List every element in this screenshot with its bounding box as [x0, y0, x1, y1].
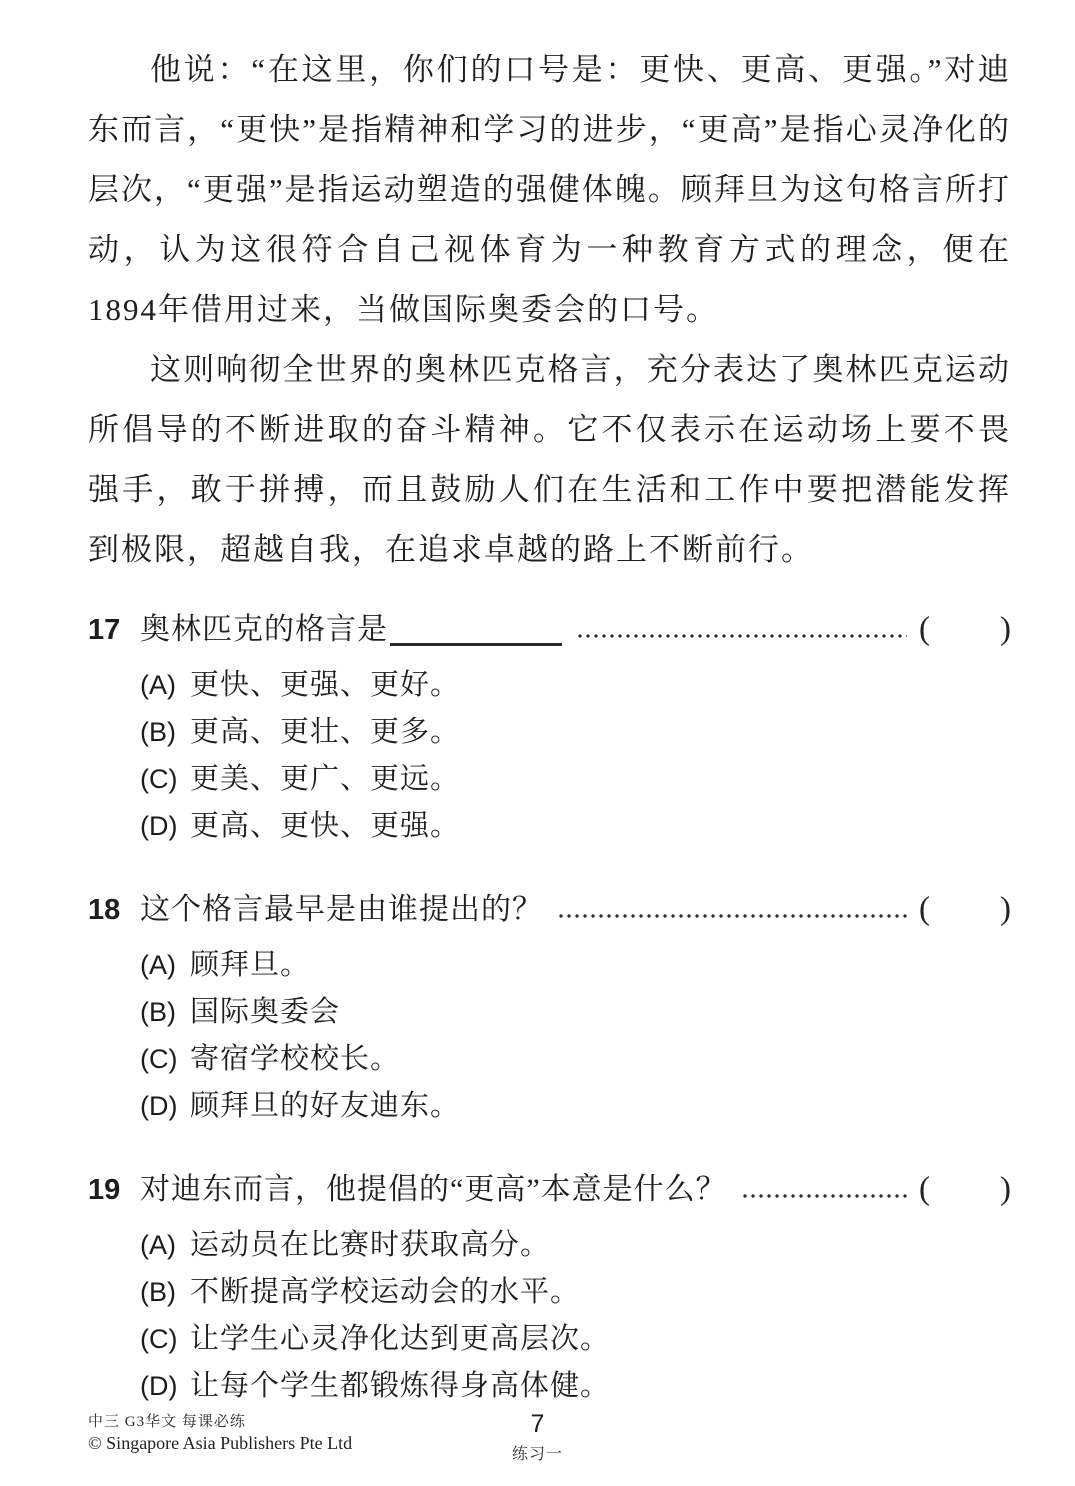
- footer-copyright: © Singapore Asia Publishers Pte Ltd: [88, 1432, 353, 1453]
- answer-brackets: [919, 606, 1011, 652]
- question-number: 19: [88, 1174, 121, 1206]
- option-row: [140, 803, 1011, 850]
- reading-passage: [88, 40, 1011, 580]
- option-text: 顾拜旦。: [190, 949, 311, 981]
- question-18-options: [88, 942, 1011, 1130]
- footer-publisher-block: [88, 1413, 352, 1454]
- option-text: 国际奥委会: [190, 996, 341, 1028]
- bracket-open: (: [919, 891, 930, 927]
- option-text: 顾拜旦的好友迪东。: [190, 1090, 461, 1122]
- option-text: 寄宿学校校长。: [190, 1043, 401, 1075]
- answer-brackets: [919, 1166, 1011, 1212]
- question-17-options: [88, 662, 1011, 850]
- answer-blank-line: [390, 643, 562, 646]
- option-row: [140, 1036, 1011, 1083]
- option-text: 更美、更广、更远。: [190, 763, 461, 795]
- question-18: [88, 886, 1011, 1130]
- answer-brackets: [919, 886, 1011, 932]
- option-row: [140, 756, 1011, 803]
- option-text: 运动员在比赛时获取高分。: [190, 1229, 551, 1261]
- option-label: (B): [140, 717, 176, 747]
- option-row: [140, 1083, 1011, 1130]
- option-text: 让学生心灵净化达到更高层次。: [190, 1323, 611, 1355]
- option-label: (A): [140, 1230, 176, 1260]
- page-number: 7: [530, 1410, 545, 1438]
- option-label: (C): [140, 764, 178, 794]
- question-19-line: [88, 1166, 1011, 1212]
- option-row: [140, 1316, 1011, 1363]
- question-18-line: [88, 886, 1011, 932]
- bracket-close: ): [1000, 1171, 1011, 1207]
- option-label: (D): [140, 1091, 178, 1121]
- question-number: 18: [88, 894, 121, 926]
- passage-paragraph-2: 这则响彻全世界的奥林匹克格言，充分表达了奥林匹克运动所倡导的不断进取的奋斗精神。它不仅表示在运动场上要不畏强手，敢于拼搏，而且鼓励人们在生活和工作中要把潜能发挥到极限，超越自我，在追求卓越的路上不断前行。: [88, 352, 1011, 567]
- question-text: 奥林匹克的格言是: [140, 613, 388, 646]
- option-text: 不断提高学校运动会的水平。: [190, 1276, 581, 1308]
- option-row: [140, 709, 1011, 756]
- dotted-leader: [741, 1194, 907, 1198]
- option-text: 更快、更强、更好。: [190, 669, 461, 701]
- footer-page-block: [512, 1410, 563, 1464]
- option-label: (C): [140, 1044, 178, 1074]
- bracket-close: ): [1000, 891, 1011, 927]
- question-17: [88, 606, 1011, 850]
- option-label: (C): [140, 1324, 178, 1354]
- option-text: 让每个学生都锻炼得身高体健。: [190, 1370, 611, 1402]
- option-label: (D): [140, 811, 178, 841]
- question-text: 对迪东而言，他提倡的“更高”本意是什么？: [140, 1173, 727, 1206]
- question-17-line: [88, 606, 1011, 652]
- option-row: [140, 1269, 1011, 1316]
- option-row: [140, 942, 1011, 989]
- bracket-close: ): [1000, 611, 1011, 647]
- exercise-label: 练习一: [511, 1446, 564, 1463]
- footer-series-title: 中三 G3华文 每课必练: [88, 1413, 246, 1430]
- option-label: (B): [140, 997, 176, 1027]
- question-text: 这个格言最早是由谁提出的？: [140, 893, 543, 926]
- option-text: 更高、更快、更强。: [190, 810, 461, 842]
- question-19-options: [88, 1222, 1011, 1410]
- dotted-leader: [576, 634, 907, 638]
- option-label: (A): [140, 670, 176, 700]
- question-19: [88, 1166, 1011, 1410]
- option-row: [140, 989, 1011, 1036]
- question-list: [88, 606, 1011, 1410]
- bracket-open: (: [919, 611, 930, 647]
- option-row: [140, 1222, 1011, 1269]
- option-label: (B): [140, 1277, 176, 1307]
- option-row: [140, 1363, 1011, 1410]
- option-label: (A): [140, 950, 176, 980]
- option-label: (D): [140, 1371, 178, 1401]
- option-text: 更高、更壮、更多。: [190, 716, 461, 748]
- bracket-open: (: [919, 1171, 930, 1207]
- dotted-leader: [557, 914, 907, 918]
- question-number: 17: [88, 614, 121, 646]
- option-row: [140, 662, 1011, 709]
- passage-paragraph-1: 他说：“在这里，你们的口号是：更快、更高、更强。”对迪东而言，“更快”是指精神和学习的进步，“更高”是指心灵净化的层次，“更强”是指运动塑造的强健体魄。顾拜旦为这句格言所打动，认为这很符合自己视体育为一种教育方式的理念，便在1894年借用过来，当做国际奥委会的口号。: [88, 52, 1011, 327]
